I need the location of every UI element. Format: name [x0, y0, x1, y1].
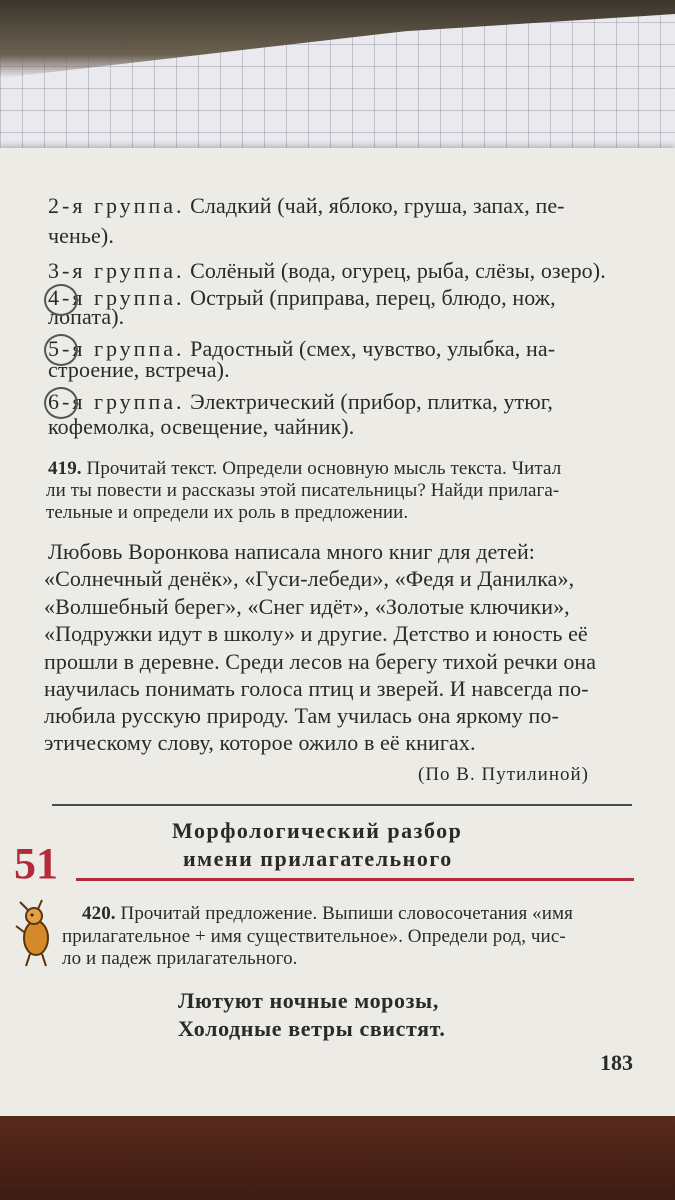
passage-attribution: (По В. Путилиной): [418, 764, 589, 785]
passage-line-1: Любовь Воронкова написала много книг для детей:: [48, 539, 536, 564]
group-4-line-2: лопата).: [48, 304, 125, 329]
exercise-420-line-2: прилагательное + имя существительное». Определи род, чис-: [62, 926, 566, 947]
group-6-line-2: кофемолка, освещение, чайник).: [48, 414, 355, 439]
passage-line-6: научилась понимать голоса птиц и зверей. И навсегда по-: [44, 676, 589, 701]
group-2-line-1: 2-я группа. Сладкий (чай, яблоко, груша, запах, пе-: [48, 193, 565, 218]
exercise-420-line-3: ло и падеж прилагательного.: [62, 948, 298, 969]
table-surface: [0, 1116, 675, 1200]
group-2-line-2: ченье).: [48, 223, 114, 248]
section-number: 51: [14, 839, 58, 888]
passage-line-2: «Солнечный денёк», «Гуси-лебеди», «Федя и Данилка»,: [44, 566, 575, 591]
section-title-line-2: имени прилагательного: [183, 846, 453, 871]
poem-line-1: Лютуют ночные морозы,: [178, 988, 439, 1013]
passage-line-5: прошли в деревне. Среди лесов на берегу тихой речки она: [44, 649, 597, 674]
pen-circle-mark: [44, 334, 78, 366]
exercise-419-line-2: ли ты повести и рассказы этой писательницы? Найди прилага-: [46, 480, 560, 501]
passage-line-4: «Подружки идут в школу» и другие. Детство и юность её: [44, 621, 588, 646]
page-number: 183: [600, 1050, 633, 1075]
group-5-line-1: 5-я группа. Радостный (смех, чувство, улыбка, на-: [48, 336, 556, 361]
passage-line-7: любила русскую природу. Там училась она яркому по-: [44, 703, 559, 728]
group-6-line-1: 6-я группа. Электрический (прибор, плитка, утюг,: [48, 389, 554, 414]
mascot-icon: [14, 898, 56, 970]
section-underline: [76, 878, 634, 881]
passage-line-8: этическому слову, которое ожило в её книгах.: [44, 730, 476, 755]
pen-circle-mark: [44, 284, 78, 316]
exercise-419-line-3: тельные и определи их роль в предложении.: [46, 502, 409, 523]
group-4-line-1: 4-я группа. Острый (приправа, перец, блюдо, нож,: [48, 285, 556, 310]
group-5-line-2: строение, встреча).: [48, 357, 230, 382]
poem-line-2: Холодные ветры свистят.: [178, 1016, 446, 1041]
exercise-419-line-1: 419. Прочитай текст. Определи основную мысль текста. Читал: [48, 458, 562, 479]
section-title-line-1: Морфологический разбор: [172, 818, 463, 843]
passage-line-3: «Волшебный берег», «Снег идёт», «Золотые ключики»,: [44, 594, 570, 619]
exercise-420-line-1: 420. Прочитай предложение. Выпиши словосочетания «имя: [82, 903, 573, 924]
section-divider: [52, 804, 632, 806]
group-3-line-1: 3-я группа. Солёный (вода, огурец, рыба, слёзы, озеро).: [48, 258, 606, 283]
pen-circle-mark: [44, 387, 78, 419]
